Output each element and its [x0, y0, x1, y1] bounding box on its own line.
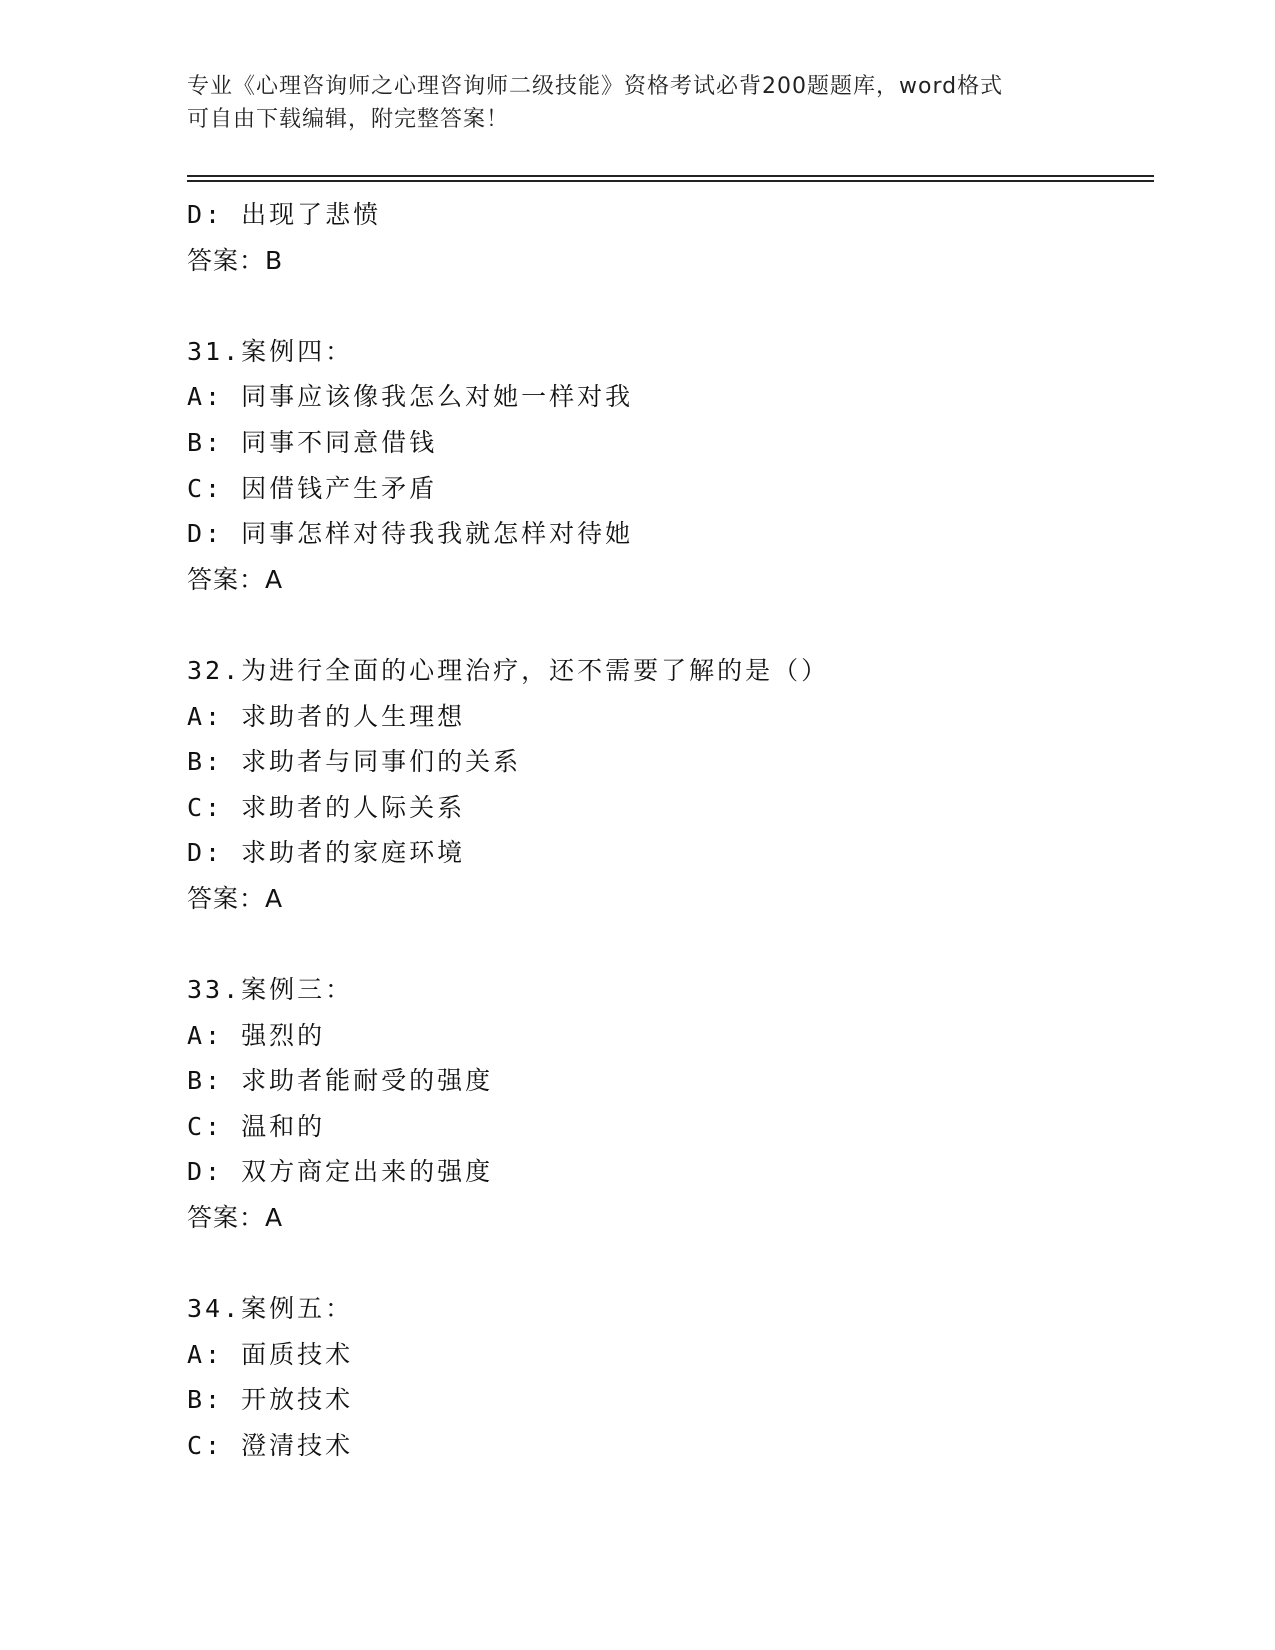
option-a: A: 面质技术	[187, 1339, 354, 1369]
option-a: A: 强烈的	[187, 1020, 326, 1050]
spacer	[187, 1241, 1147, 1287]
option-d: D: 同事怎样对待我我就怎样对待她	[187, 519, 634, 549]
option-d: D: 双方商定出来的强度	[187, 1157, 494, 1187]
header-title-line-1: 专业《心理咨询师之心理咨询师二级技能》资格考试必背200题题库，word格式	[187, 74, 1004, 99]
question-block-34	[187, 1286, 1147, 1468]
question-stem: 32.为进行全面的心理治疗，还不需要了解的是（）	[187, 655, 830, 685]
question-list	[187, 192, 1147, 1469]
option-c: C: 求助者的人际关系	[187, 792, 466, 822]
answer-line: 答案：B	[187, 245, 284, 275]
option-c: C: 澄清技术	[187, 1431, 354, 1461]
spacer	[187, 922, 1147, 968]
header-divider-top	[187, 175, 1154, 177]
option-a: A: 同事应该像我怎么对她一样对我	[187, 382, 634, 412]
header-divider-bottom	[187, 180, 1154, 182]
answer-line: 答案：A	[187, 1203, 284, 1233]
spacer	[187, 602, 1147, 648]
question-block-33	[187, 967, 1147, 1241]
option-b: B: 求助者与同事们的关系	[187, 747, 522, 777]
option-c: C: 温和的	[187, 1111, 326, 1141]
question-block-32	[187, 648, 1147, 922]
document-header	[187, 70, 1087, 136]
answer-line: 答案：A	[187, 883, 284, 913]
option-d: D: 出现了悲愤	[187, 200, 382, 229]
header-title-line-2: 可自由下载编辑，附完整答案！	[187, 107, 510, 132]
option-c: C: 因借钱产生矛盾	[187, 473, 438, 503]
answer-line: 答案：A	[187, 564, 284, 594]
option-a: A: 求助者的人生理想	[187, 701, 466, 731]
option-d: D: 求助者的家庭环境	[187, 838, 466, 868]
option-b: B: 开放技术	[187, 1385, 354, 1415]
option-b: B: 求助者能耐受的强度	[187, 1066, 494, 1096]
question-block-31	[187, 329, 1147, 603]
question-stem: 34.案例五：	[187, 1294, 354, 1324]
question-block-30-tail	[187, 192, 1147, 283]
question-stem: 33.案例三：	[187, 975, 354, 1005]
spacer	[187, 283, 1147, 329]
question-stem: 31.案例四：	[187, 336, 354, 366]
option-b: B: 同事不同意借钱	[187, 427, 438, 457]
